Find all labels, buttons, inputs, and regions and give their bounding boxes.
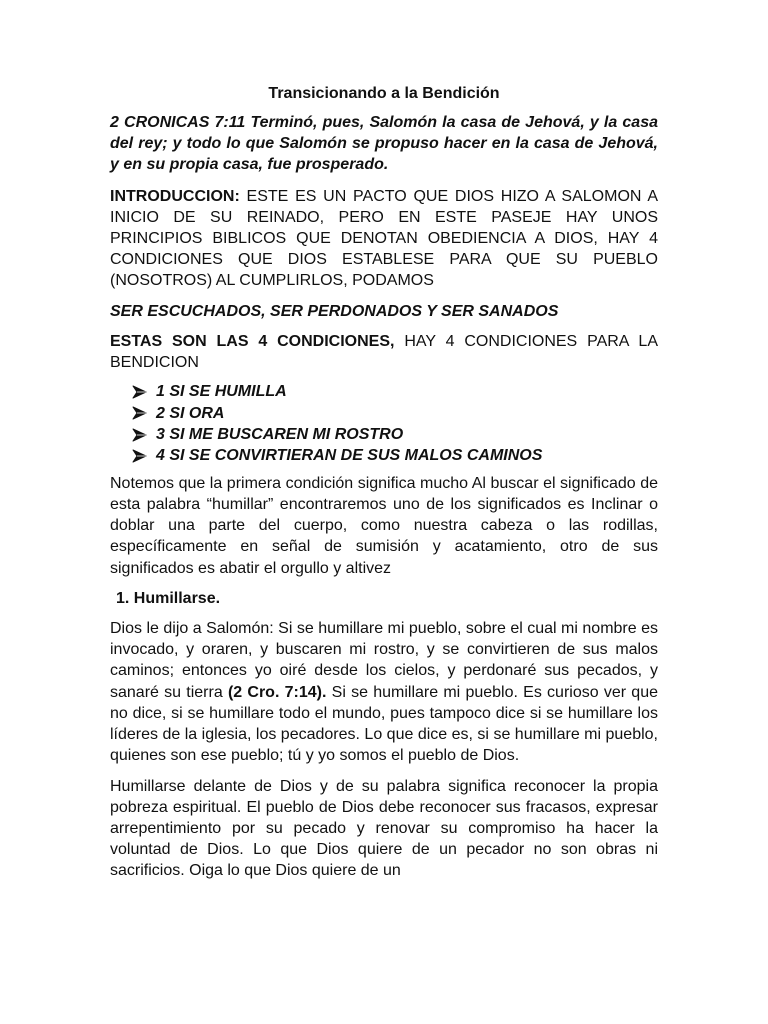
spiritual-poverty-paragraph: Humillarse delante de Dios y de su palabra significa reconocer la propia pobreza espiritual. El pueblo de Dios debe reconocer sus fracasos, expresar arrepentimiento por su pecado y renovar su compromiso ha hacer la voluntad de Dios. Lo que Dios quiere de un pecador no son obras ni sacrificios. Oiga lo que Dios quiere de un bbox=[110, 777, 658, 880]
condition-text: 4 SI SE CONVIRTIERAN DE SUS MALOS CAMINOS bbox=[156, 447, 543, 465]
condition-item bbox=[132, 403, 658, 424]
document-title: Transicionando a la Bendición bbox=[268, 85, 500, 102]
bible-verse: 2 CRONICAS 7:11 Terminó, pues, Salomón la casa de Jehová, y la casa del rey; y todo lo que Salomón se propuso hacer en la casa de Jehová, y en su propia casa, fue prosperado. bbox=[110, 114, 658, 174]
introduction-text: ESTE ES UN PACTO QUE DIOS HIZO A SALOMON A INICIO DE SU REINADO, PERO EN ESTE PASEJE HAY UNOS PRINCIPIOS BIBLICOS QUE DENOTAN OBEDIENCIA A DIOS, HAY 4 CONDICIONES QUE DIOS ESTABLESE PARA QUE SU PUEBLO (NOSOTROS) AL CUMPLIRLOS, PODAMOS bbox=[110, 187, 658, 290]
blessings-subtitle: SER ESCUCHADOS, SER PERDONADOS Y SER SANADOS bbox=[110, 302, 559, 320]
condition-item bbox=[132, 424, 658, 445]
introduction-paragraph bbox=[110, 186, 658, 292]
conditions-intro-text: HAY 4 CONDICIONES PARA LA BENDICION bbox=[110, 332, 658, 372]
humillarse-paragraph bbox=[110, 618, 658, 766]
arrowhead-bullet-icon bbox=[132, 406, 156, 420]
scripture-reference: (2 Cro. 7:14). bbox=[227, 683, 327, 701]
condition-text: 2 SI ORA bbox=[156, 404, 225, 422]
section-heading-humillarse: 1. Humillarse. bbox=[116, 589, 221, 607]
condition-text: 1 SI SE HUMILLA bbox=[156, 383, 287, 401]
arrowhead-bullet-icon bbox=[132, 428, 156, 442]
condition-text: 3 SI ME BUSCAREN MI ROSTRO bbox=[156, 426, 404, 444]
humillar-meaning-paragraph: Notemos que la primera condición significa mucho Al buscar el significado de esta palabra “humillar” encontraremos uno de los significados es Inclinar o doblar una parte del cuerpo, como nuestra cabeza o las rodillas, específicamente en señal de sumisión y acatamiento, otro de sus significados es abatir el orgullo y altivez bbox=[110, 474, 658, 577]
arrowhead-bullet-icon bbox=[132, 449, 156, 463]
conditions-intro-label: ESTAS SON LAS 4 CONDICIONES, bbox=[110, 332, 395, 350]
arrowhead-bullet-icon bbox=[132, 385, 156, 399]
condition-item bbox=[132, 381, 658, 402]
conditions-list bbox=[110, 381, 658, 467]
conditions-intro-paragraph bbox=[110, 331, 658, 373]
humillarse-text-before: Dios le dijo a Salomón: Si se humillare mi pueblo, sobre el cual mi nombre es invocado, y oraren, y buscaren mi rostro, y se convirtieren de sus malos caminos; entonces yo oiré desde los cielos, y perdonaré sus pecados, y sanaré su tierra bbox=[110, 620, 658, 701]
humillarse-text-after: Si se humillare mi pueblo. Es curioso ver que no dice, si se humillare todo el mundo, pues tampoco dice si se humillare los líderes de la iglesia, los pecadores. Lo que dice es, si se humillare mi pueblo, quienes son ese pueblo; tú y yo somos el pueblo de Dios. bbox=[110, 683, 659, 765]
condition-item bbox=[132, 445, 658, 466]
introduction-label: INTRODUCCION: bbox=[110, 187, 240, 205]
